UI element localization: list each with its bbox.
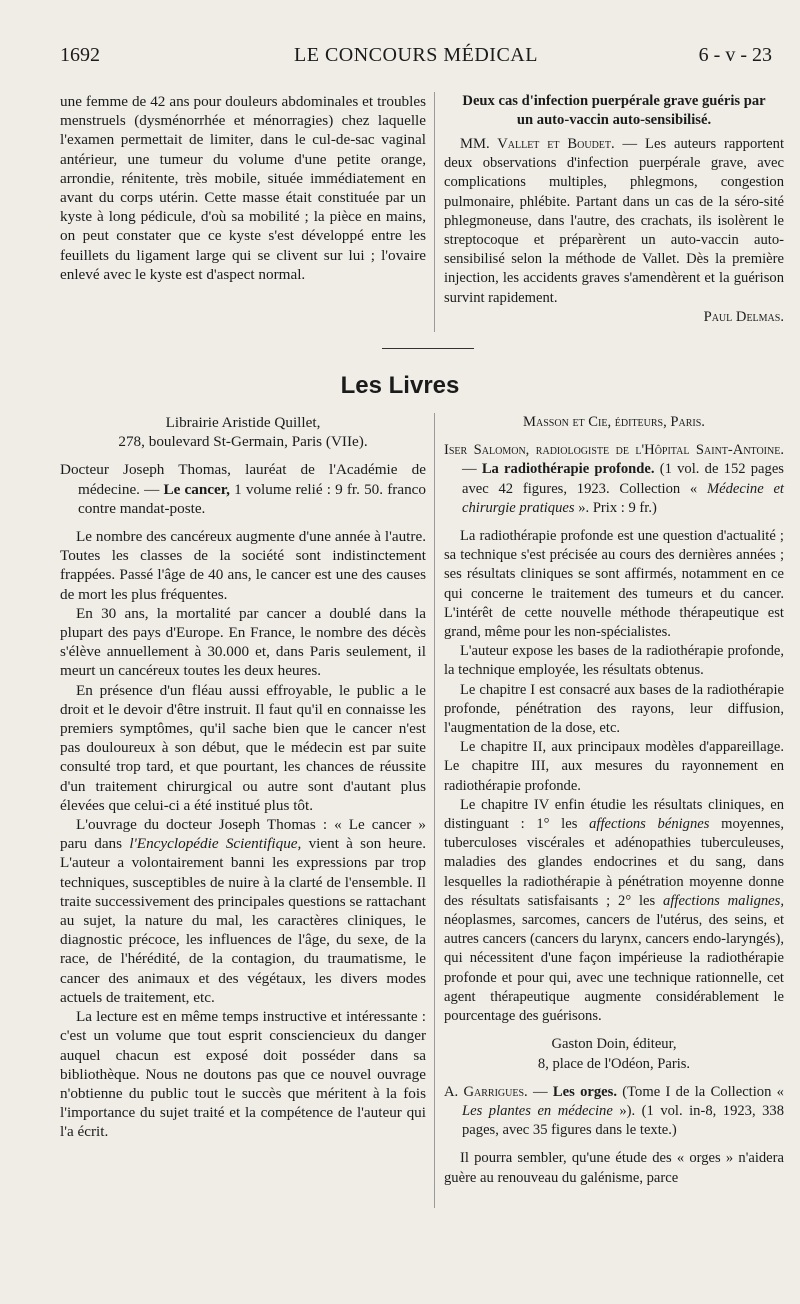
review-paragraph: L'auteur expose les bases de la radiothérapie profonde, la technique employée, les résultats obtenus. [444,643,784,679]
left-column-top [60,92,426,284]
review-paragraph: Il pourra sembler, qu'une étude des « orges » n'aidera guère au renouveau du galénisme, parce [444,1150,784,1186]
book-info: (1 vol. de 152 pages avec 42 figures, 1923. Collection « [462,461,784,497]
publisher-address: 278, boulevard St-Germain, Paris (VIIe). [118,433,368,451]
issue-date: 6 - v - 23 [698,44,772,66]
review-text: moyennes, tuberculoses viscérales et adénopathies tuberculeuses, maladies des glandes endocrines et du sang, dans lesquelles la radiothérapie à pénétration moyenne donne des résultats satisfaisants ; 2° les [444,816,784,909]
book-info: (Tome I de la Collection « [622,1083,784,1100]
review-paragraph: Le chapitre I est consacré aux bases de la radiothérapie profonde, pénétration des rayons, leur diffusion, l'augmentation de la dose, etc. [444,681,784,737]
book-title: Le cancer, [163,480,230,498]
review-text: néoplasmes, sarcomes, cancers de l'utérus, des seins, et autres cancers (cancers du larynx, cancers endo-laryngés), qui nécessitent d'une façon impérieuse la radiothérapie profonde et pour qui, avec une technique rationnelle, cet agent thérapeutique augmente considérablement le pourcentage des guérisons. [444,912,784,1025]
section-title: Les Livres [340,372,460,399]
review-text: Le chapitre IV enfin étudie les résultats cliniques, en distinguant : 1° les [444,796,784,833]
right-column-bottom [444,413,784,1188]
book-price: ». Prix : 9 fr.) [578,499,657,516]
right-column-top [444,92,784,327]
book-entry-cancer [60,460,426,518]
review-text: vient à son heure. L'auteur a volontairement banni les expressions par trop techniques, susceptibles de nuire à la clarté de l'ensemble. Il traite successivement des principales questions se rattachant au sujet, la nature du mal, les caractères cliniques, le diagnostic précoce, les influences de l'âge, du sexe, de la race, de l'hérédité, de la contagion, du traumatisme, le cancer des animaux et des végétaux, les divers modes actuels de traitement, etc. [60,835,427,1006]
left-column-bottom [60,413,426,1142]
publisher-doin-address: 8, place de l'Odéon, Paris. [537,1055,691,1072]
book-entry-orges [444,1083,784,1141]
publisher-line1: Librairie Aristide Quillet, [165,414,321,431]
article-signature: Paul Delmas. [703,308,784,325]
column-divider-top [434,92,435,332]
book-info: 1 volume relié : 9 fr. 50. franco contre mandat-poste. [78,480,427,517]
book-author: Docteur Joseph Thomas, lauréat de l'Académie de médecine. — [60,461,426,498]
publisher-name [60,413,426,432]
case-continuation: une femme de 42 ans pour douleurs abdominales et troubles menstruels (dysménorrhée et ménorragies) chez laquelle l'examen permettait de limiter, dans le cul-de-sac vaginal antérieur, une tumeur du volume d'une petite orange, arrondie, rénitente, très mobile, située immédiatement en avant du corps utérin. Cette masse était constituée par un kyste à long pédicule, d'où sa mobilité ; la pièce en mains, on peut constater que ce kyste s'est développé entre les feuillets du ligament large qui se clivent sur lui ; l'ovaire enlevé avec le kyste est d'aspect normal. [60,93,426,283]
book-title: La radiothérapie profonde. [481,461,655,478]
publisher-masson: Masson et Cie, éditeurs, Paris. [523,414,705,430]
article-body [444,135,784,308]
review-text: L'ouvrage du docteur Joseph Thomas : « Le cancer » paru dans [60,816,426,853]
review-paragraph: En 30 ans, la mortalité par cancer a doublé dans la plupart des pays d'Europe. En France, le nombre des décès s'élève annuellement à 30.000 et, dans Paris seulement, il meurt un cancéreux toutes les deux heures. [60,604,426,680]
journal-title: LE CONCOURS MÉDICAL [294,44,538,66]
collection-name: Les plantes en médecine [462,1102,613,1119]
book-title: Les orges. [552,1083,617,1100]
benign-term: affections bénignes [589,816,710,833]
book-author: Iser Salomon, radiologiste de l'Hôpital Saint-Antoine. — [444,442,784,478]
page-number: 1692 [60,44,100,66]
book-entry-radiotherapie [444,441,784,518]
publisher-doin: Gaston Doin, éditeur, [551,1036,677,1053]
article-text: Les auteurs rapportent deux observations d'infection puerpérale grave, avec complications multiples, phlegmons, congestion pulmonaire, phlébite. Partant dans un cas de la séro-sité phlegmoneuse, dans l'autre, des crachats, ils isolèrent le streptocoque et préparèrent un auto-vaccin auto-sensibilisé selon la méthode de Vallet. Dès la première injection, les accidents graves s'amendèrent et la guérison survint rapidement. [444,136,785,306]
review-paragraph [444,796,784,1026]
article-authors: MM. Vallet et Boudet. — [460,136,638,152]
book-author: A. Garrigues. — [444,1083,548,1100]
review-paragraph: La radiothérapie profonde est une question d'actualité ; sa technique s'est précisée au cours des dernières années ; ses résultats cliniques se sont affirmés, notamment en ce qui concerne le traitement des tumeurs et du cancer. L'intérêt de cette nouvelle méthode thérapeutique est grand, même pour les non-spécialistes. [444,528,784,641]
column-divider-bottom [434,413,435,1208]
review-paragraph: En présence d'un fléau aussi effroyable, le public a le droit et le devoir d'être instruit. Il faut qu'il en connaisse les premiers symptômes, qu'il sache bien que le cancer n'est pas douloureux à son début, que le médecin est par suite consulté trop tard, et que pourtant, les chances de réussite d'un traitement chirurgical ou autre sont d'autant plus élevées que celui-ci a été institué plus tôt. [60,681,426,814]
encyclopedia-title: l'Encyclopédie Scientifique, [129,835,302,853]
article-title-line2: un auto-vaccin auto-sensibilisé. [516,112,712,128]
malignant-term: affections malignes, [663,892,784,909]
book-info: »). (1 vol. in-8, 1923, 338 pages, avec 35 figures dans le texte.) [462,1102,785,1139]
review-paragraph: Le nombre des cancéreux augmente d'une année à l'autre. Toutes les classes de la société sont indistinctement frappées. Passé l'âge de 40 ans, le cancer est une des causes de mort les plus fréquentes. [60,528,426,603]
review-paragraph: La lecture est en même temps instructive et intéressante : c'est un volume que tout esprit consciencieux du danger auquel chacun est exposé doit posséder dans sa bibliothèque. Nous ne doutons pas que ce nouvel ouvrage n'obtienne du public tout le succès que méritent à la fois l'importance du sujet traité et la compétence de l'auteur qui l'a écrit. [60,1008,426,1141]
article-title-line1: Deux cas d'infection puerpérale grave guéris par [462,93,766,109]
review-paragraph: Le chapitre II, aux principaux modèles d'appareillage. Le chapitre III, aux mesures du rayonnement en radiothérapie profonde. [444,739,784,794]
section-separator [382,348,474,349]
page-header [60,44,772,72]
collection-name: Médecine et chirurgie pratiques [462,480,784,516]
review-paragraph [60,815,426,1007]
article-title [444,92,784,130]
